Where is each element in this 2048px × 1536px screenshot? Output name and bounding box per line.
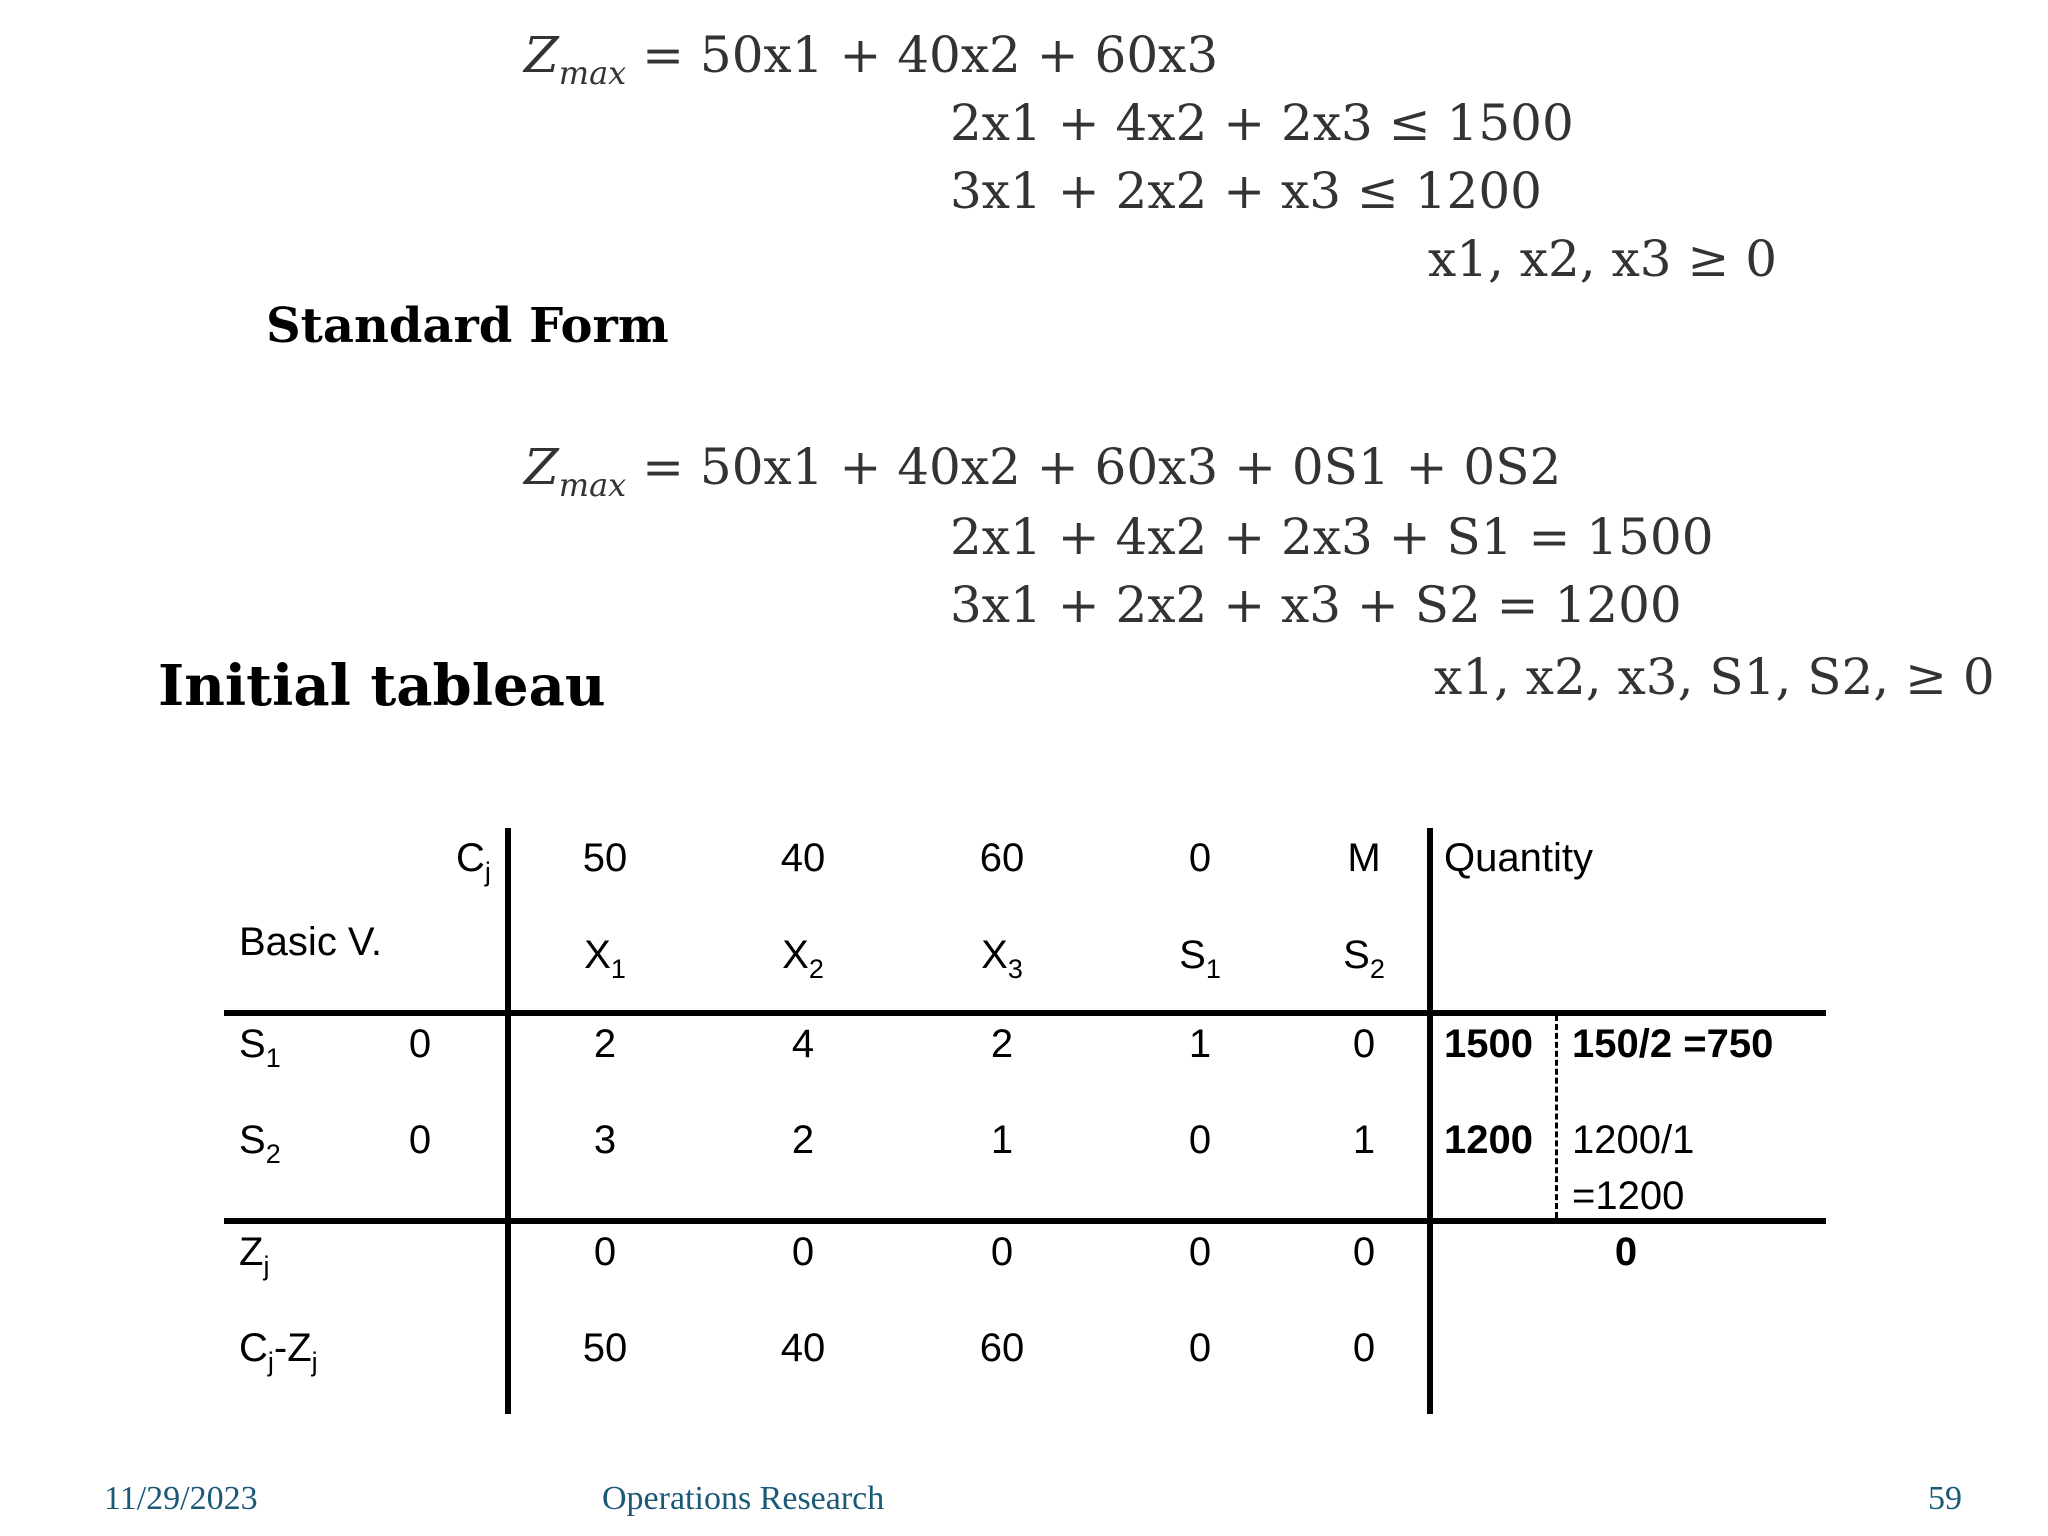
cj-value: 50 [582, 836, 628, 880]
standard-z-subscript: max [558, 466, 627, 504]
basic-variable-header: Basic V. [239, 920, 383, 964]
zj-value: 0 [1352, 1230, 1376, 1274]
initial-tableau-heading: Initial tableau [158, 653, 606, 719]
cj-minus-zj-value: 0 [1188, 1326, 1212, 1370]
quantity-value: 1500 [1444, 1022, 1533, 1066]
tableau-header-rule [224, 1010, 1826, 1016]
coefficient: 0 [1352, 1022, 1376, 1066]
constraint-1: 2x1 + 4x2 + 2x3 ≤ 1500 [950, 94, 1574, 152]
coefficient: 2 [593, 1022, 617, 1066]
coefficient: 1 [1352, 1118, 1376, 1162]
cj-minus-zj-value: 40 [780, 1326, 826, 1370]
standard-constraint-2: 3x1 + 2x2 + x3 + S2 = 1200 [950, 576, 1682, 634]
zj-value: 0 [791, 1230, 815, 1274]
coefficient: 2 [990, 1022, 1014, 1066]
variable-header: $S_1$ [1179, 933, 1221, 984]
standard-objective-function: $Z_{max} = 50x1 + 40x2 + 60x3 + 0S1 + 0S2$ [524, 438, 1562, 504]
slide-number: 59 [1928, 1480, 1962, 1517]
cj-minus-zj-label: $C_j-Z_j$ [239, 1326, 318, 1377]
variable-header: $X_2$ [782, 933, 824, 984]
ratio-value-continued: =1200 [1572, 1174, 1685, 1218]
coefficient: 0 [1188, 1118, 1212, 1162]
standard-nonnegativity: x1, x2, x3, S1, S2, ≥ 0 [1434, 648, 1995, 706]
zj-label: $Z_j$ [239, 1230, 270, 1281]
tableau-zj-rule [224, 1218, 1826, 1224]
zj-value: 0 [990, 1230, 1014, 1274]
quantity-value: 1200 [1444, 1118, 1533, 1162]
basis-variable: $S_2$ [239, 1118, 281, 1169]
objective-total: 0 [1614, 1230, 1638, 1274]
cj-value: 60 [979, 836, 1025, 880]
tableau-ratio-divider [1555, 1015, 1558, 1218]
coefficient: 1 [990, 1118, 1014, 1162]
cj-label: $C_j$ [456, 836, 491, 887]
cj-minus-zj-value: 0 [1352, 1326, 1376, 1370]
coefficient: 2 [791, 1118, 815, 1162]
standard-form-heading: Standard Form [266, 298, 669, 354]
cj-value: 40 [780, 836, 826, 880]
objective-function: $Z_{max} = 50x1 + 40x2 + 60x3$ [524, 26, 1219, 92]
zj-value: 0 [593, 1230, 617, 1274]
tableau-left-divider [505, 828, 511, 1414]
variable-header: $X_3$ [981, 933, 1023, 984]
footer-title: Operations Research [602, 1480, 885, 1517]
zj-value: 0 [1188, 1230, 1212, 1274]
constraint-2: 3x1 + 2x2 + x3 ≤ 1200 [950, 162, 1542, 220]
standard-objective-expression: = 50x1 + 40x2 + 60x3 + 0S1 + 0S2 [642, 438, 1562, 496]
cj-value: 0 [1188, 836, 1212, 880]
footer-date: 11/29/2023 [104, 1480, 258, 1517]
ratio-value: 1200/1 [1572, 1118, 1695, 1162]
basis-cost: 0 [408, 1022, 432, 1066]
variable-header: $X_1$ [584, 933, 626, 984]
coefficient: 3 [593, 1118, 617, 1162]
standard-constraint-1: 2x1 + 4x2 + 2x3 + S1 = 1500 [950, 508, 1714, 566]
cj-minus-zj-value: 50 [582, 1326, 628, 1370]
basis-cost: 0 [408, 1118, 432, 1162]
basis-variable: $S_1$ [239, 1022, 281, 1073]
quantity-header: Quantity [1444, 836, 1593, 880]
tableau-quantity-divider [1427, 828, 1433, 1414]
coefficient: 1 [1188, 1022, 1212, 1066]
ratio-value: 150/2 =750 [1572, 1022, 1774, 1066]
coefficient: 4 [791, 1022, 815, 1066]
nonnegativity-constraint: x1, x2, x3 ≥ 0 [1428, 230, 1778, 288]
variable-header: $S_2$ [1343, 933, 1385, 984]
cj-value: M [1347, 836, 1381, 880]
cj-minus-zj-value: 60 [979, 1326, 1025, 1370]
objective-z-subscript: max [558, 54, 627, 92]
objective-expression: = 50x1 + 40x2 + 60x3 [642, 26, 1219, 84]
